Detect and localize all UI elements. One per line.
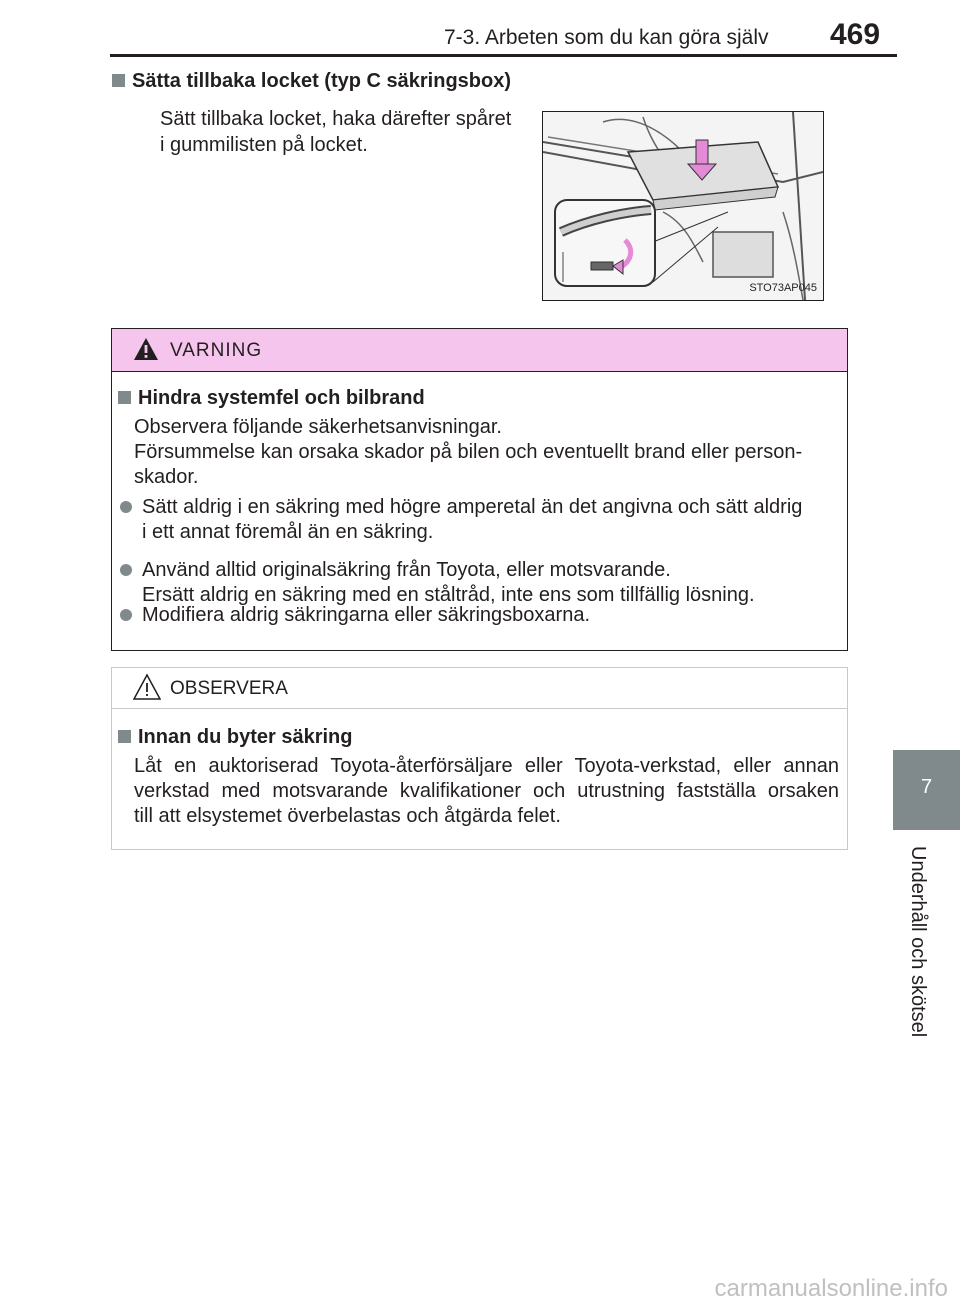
notice-header (112, 668, 847, 709)
warning-item-1-line-2: i ett annat föremål än en säkring. (142, 521, 434, 543)
warning-heading-text: Hindra systemfel och bilbrand (138, 387, 425, 409)
notice-heading (118, 726, 352, 749)
caution-triangle-icon (133, 673, 161, 701)
warning-list-item (120, 558, 845, 608)
notice-title: OBSERVERA (170, 678, 288, 699)
warning-line-2: Försummelse kan orsaka skador på bilen och eventuellt brand eller person- (134, 441, 803, 463)
square-bullet-icon (118, 730, 131, 743)
page-number: 469 (830, 18, 881, 51)
notice-line-3: till att elsystemet överbelastas och åtgärda felet. (134, 805, 561, 827)
section-heading (112, 70, 511, 93)
warning-list-item (120, 495, 845, 545)
chapter-tab (893, 750, 960, 830)
figure-code: STO73AP045 (749, 282, 817, 294)
warning-heading (118, 387, 425, 410)
fuse-box-cover-illustration (542, 111, 824, 301)
intro-line-1: Sätt tillbaka locket, haka därefter spåret (160, 108, 512, 130)
warning-item-1-line-1: Sätt aldrig i en säkring med högre amperetal än det angivna och sätt aldrig (142, 496, 803, 518)
warning-list-item (120, 603, 845, 628)
fuse-box-lid-drawing (543, 112, 823, 300)
warning-paragraph (134, 415, 839, 490)
notice-box (111, 667, 848, 850)
chapter-number: 7 (920, 776, 933, 798)
watermark-text: carmanualsonline.info (714, 1275, 948, 1302)
warning-line-3: skador. (134, 466, 199, 488)
notice-heading-text: Innan du byter säkring (138, 726, 353, 748)
notice-line-2: verkstad med motsvarande kvalifikationer och utrustning fastställa orsaken (134, 780, 839, 802)
intro-line-2: i gummilisten på locket. (160, 134, 368, 156)
round-bullet-icon (120, 501, 132, 513)
chapter-label: Underhåll och skötsel (907, 846, 929, 1038)
section-title: 7-3. Arbeten som du kan göra själv (444, 26, 769, 49)
warning-header (112, 329, 847, 372)
round-bullet-icon (120, 609, 132, 621)
square-bullet-icon (118, 391, 131, 404)
warning-box (111, 328, 848, 651)
round-bullet-icon (120, 564, 132, 576)
warning-triangle-icon (133, 337, 159, 361)
warning-title: VARNING (170, 340, 263, 361)
notice-line-1: Låt en auktoriserad Toyota-återförsäljare eller Toyota-verkstad, eller annan (134, 755, 839, 777)
warning-item-2-line-2: Ersätt aldrig en säkring med en ståltråd, inte ens som tillfällig lösning. (142, 584, 755, 606)
warning-line-1: Observera följande säkerhetsanvisningar. (134, 416, 502, 438)
square-bullet-icon (112, 74, 125, 87)
intro-text (160, 106, 530, 158)
section-heading-text: Sätta tillbaka locket (typ C säkringsbox) (132, 70, 511, 92)
page-header (0, 0, 960, 58)
notice-paragraph (134, 754, 839, 829)
header-rule (110, 54, 897, 57)
warning-item-2-line-1: Använd alltid originalsäkring från Toyota, eller motsvarande. (142, 559, 671, 581)
warning-item-3-line-1: Modifiera aldrig säkringarna eller säkringsboxarna. (142, 604, 590, 626)
